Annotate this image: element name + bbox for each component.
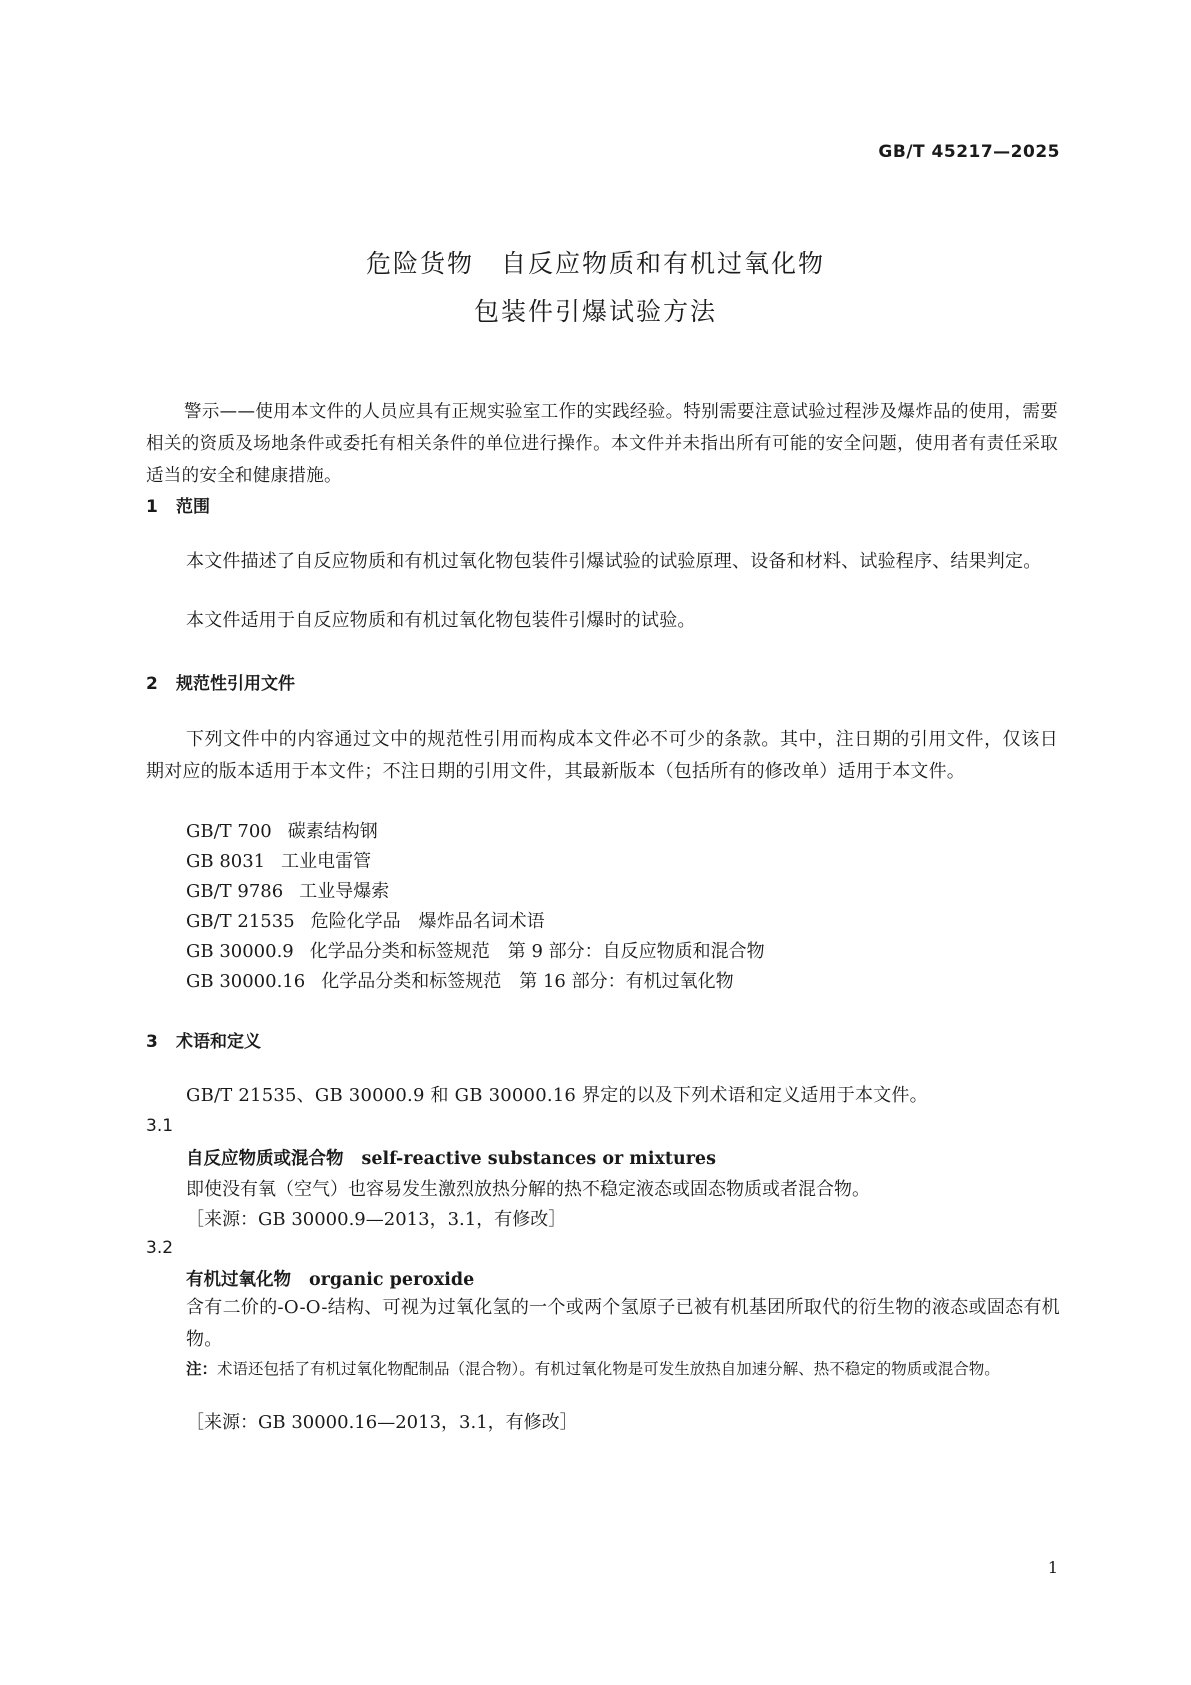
standard-code: GB/T 45217—2025 <box>878 142 1060 162</box>
references-intro-paragraph: 下列文件中的内容通过文中的规范性引用而构成本文件必不可少的条款。其中，注日期的引用文件，仅该日期对应的版本适用于本文件；不注日期的引用文件，其最新版本（包括所有的修改单）适用于本文件。 <box>146 729 1058 782</box>
reference-name: 工业电雷管 <box>281 851 372 872</box>
term-number: 3.2 <box>146 1238 174 1258</box>
term-definition: 即使没有氧（空气）也容易发生激烈放热分解的热不稳定液态或固态物质或者混合物。 <box>186 1179 870 1200</box>
reference-item <box>186 817 378 843</box>
reference-item <box>186 877 389 903</box>
reference-item <box>186 937 765 963</box>
page-number: 1 <box>1047 1558 1058 1577</box>
warning-paragraph: 警示——使用本文件的人员应具有正规实验室工作的实践经验。特别需要注意试验过程涉及爆炸品的使用，需要相关的资质及场地条件或委托有相关条件的单位进行操作。本文件并未指出所有可能的安全问题，使用者有责任采取适当的安全和健康措施。 <box>146 402 1058 486</box>
section-heading-scope <box>146 492 210 517</box>
term-heading <box>186 1266 474 1291</box>
reference-code: GB/T 700 <box>186 821 272 842</box>
reference-name: 化学品分类和标签规范 第 9 部分：自反应物质和混合物 <box>309 941 765 962</box>
section-title: 范围 <box>176 497 210 517</box>
term-definition: 含有二价的-O-O-结构、可视为过氧化氢的一个或两个氢原子已被有机基团所取代的衍生物的液态或固态有机物。 <box>186 1297 1060 1350</box>
reference-code: GB 30000.16 <box>186 971 306 992</box>
section-title: 规范性引用文件 <box>176 674 295 694</box>
note-text: 术语还包括了有机过氧化物配制品（混合物）。有机过氧化物是可发生放热自加速分解、热不稳定的物质或混合物。 <box>217 1360 1000 1378</box>
term-number: 3.1 <box>146 1116 174 1136</box>
reference-name: 工业导爆索 <box>299 881 390 902</box>
term-source: ［来源：GB 30000.9—2013，3.1，有修改］ <box>186 1209 567 1230</box>
section-number: 2 <box>146 674 158 694</box>
reference-code: GB 8031 <box>186 851 266 872</box>
reference-item <box>186 967 734 993</box>
section-heading-terms-definitions <box>146 1027 261 1052</box>
section-number: 1 <box>146 497 158 517</box>
reference-item <box>186 907 545 933</box>
term-source: ［来源：GB 30000.16—2013，3.1，有修改］ <box>186 1412 578 1433</box>
reference-item <box>186 847 371 873</box>
reference-name: 碳素结构钢 <box>287 821 378 842</box>
term-note <box>186 1355 1060 1383</box>
scope-paragraph-2: 本文件适用于自反应物质和有机过氧化物包装件引爆时的试验。 <box>186 610 696 631</box>
note-label: 注： <box>186 1360 218 1378</box>
scope-paragraph-1: 本文件描述了自反应物质和有机过氧化物包装件引爆试验的试验原理、设备和材料、试验程序、结果判定。 <box>186 551 1042 572</box>
section-number: 3 <box>146 1032 158 1052</box>
term-chinese: 有机过氧化物 <box>186 1270 291 1290</box>
term-english: self-reactive substances or mixtures <box>361 1149 716 1169</box>
section-title: 术语和定义 <box>176 1032 261 1052</box>
term-english: organic peroxide <box>309 1270 475 1290</box>
reference-name: 化学品分类和标签规范 第 16 部分：有机过氧化物 <box>321 971 734 992</box>
document-title-line2: 包装件引爆试验方法 <box>473 297 717 326</box>
terms-intro-paragraph: GB/T 21535、GB 30000.9 和 GB 30000.16 界定的以及下列术语和定义适用于本文件。 <box>186 1085 928 1106</box>
reference-code: GB/T 9786 <box>186 881 284 902</box>
reference-name: 危险化学品 爆炸品名词术语 <box>310 911 545 932</box>
section-heading-normative-references <box>146 669 295 694</box>
term-heading <box>186 1145 716 1170</box>
term-chinese: 自反应物质或混合物 <box>186 1149 344 1169</box>
document-title-line1: 危险货物 自反应物质和有机过氧化物 <box>365 249 825 278</box>
reference-code: GB 30000.9 <box>186 941 294 962</box>
reference-code: GB/T 21535 <box>186 911 295 932</box>
